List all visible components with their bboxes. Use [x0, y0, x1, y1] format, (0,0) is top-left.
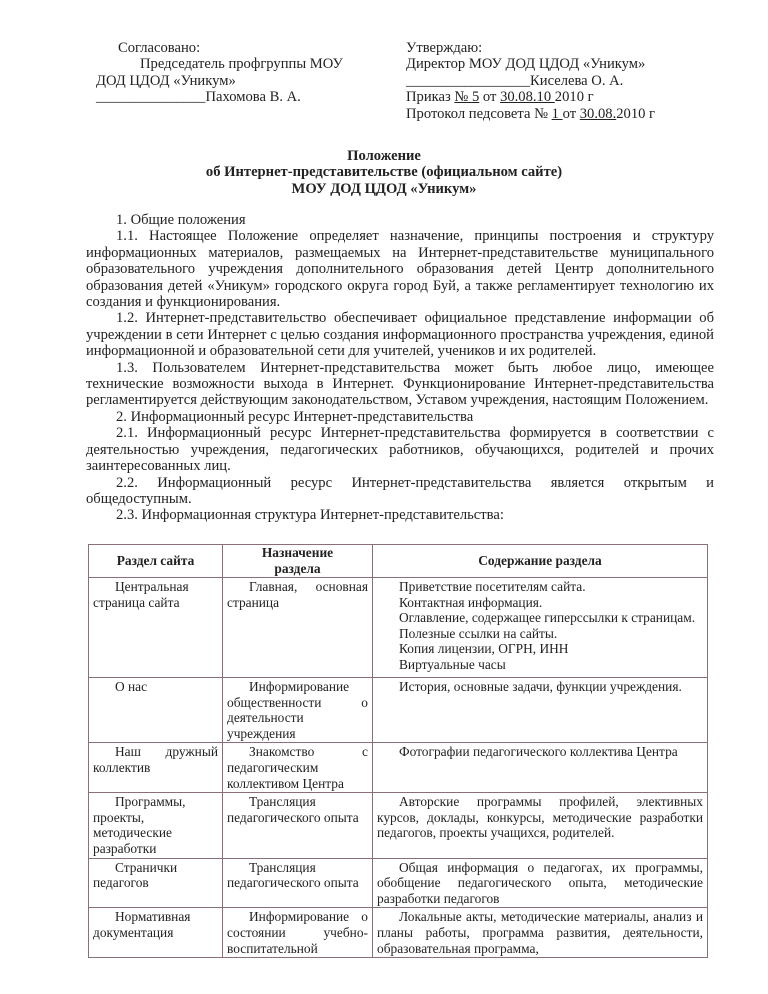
cell-text: Программы, проекты, методические разработки	[93, 794, 186, 856]
content-cell	[373, 578, 708, 678]
paragraph: 1.1. Настоящее Положение определяет назначение, принципы построения и структуру информационных материалов, размещаемых на Интернет-представительстве муниципального образовательного учреждения дополнительного образования детей Центр дополнительного образования детей «Уникум» городского округа город Буй, а также регламентирует технологию их создания и функционирования.	[86, 228, 714, 311]
purpose-cell	[223, 743, 373, 793]
cell-text: История, основные задачи, функции учреждения.	[399, 679, 682, 694]
table-row	[89, 678, 708, 743]
paragraph: 2. Информационный ресурс Интернет-представительства	[116, 408, 474, 425]
cell-text: Знакомство с педагогическим коллективом Центра	[227, 744, 368, 791]
cell-text: Оглавление, содержащее гиперссылки к страницам.	[399, 610, 696, 626]
site-structure-table	[88, 544, 708, 958]
chair-line: Председатель профгруппы МОУ	[140, 56, 343, 73]
cell-text: Нормативная документация	[93, 909, 191, 940]
paragraph: 1. Общие положения	[116, 212, 246, 228]
cell-text: Центральная страница сайта	[93, 579, 189, 610]
cell-text: Главная, основная страница	[227, 579, 368, 610]
cell-text: Полезные ссылки на сайты.	[399, 625, 558, 641]
approve-label: Утверждаю:	[406, 40, 483, 56]
purpose-cell	[223, 858, 373, 908]
title-line: об Интернет-представительстве (официальном сайте)	[205, 164, 563, 181]
paragraph: 1.3. Пользователем Интернет-представительства может быть любое лицо, имеющее технические возможности выхода в Интернет. Функционирование Интернет-представительства регламентируется действующим законодательством, Уставом учреждения, настоящим Положением.	[86, 359, 714, 409]
purpose-cell	[223, 678, 373, 743]
table-row	[89, 858, 708, 908]
protocol-date: 30.08.	[579, 105, 617, 122]
protocol-suffix: 2010 г	[616, 105, 656, 122]
cell-text: Общая информация о педагогах, их программы, обобщение педагогического опыта, методические разработки педагогов	[377, 859, 703, 906]
table-row	[89, 793, 708, 858]
cell-text: Фотографии педагогического коллектива Центра	[399, 744, 678, 760]
cell-text: Виртуальные часы	[399, 656, 506, 672]
cell-text: Информирование о состоянии учебно-воспитательной	[227, 909, 368, 956]
header-cell: Назначение раздела	[223, 545, 373, 578]
paragraph: 2.1. Информационный ресурс Интернет-представительства формируется в соответствии с деятельностью учреждения, педагогических работников, обучающихся, родителей и прочих заинтересованных лиц.	[86, 425, 714, 475]
content-cell	[373, 743, 708, 793]
paragraph: 1.2. Интернет-представительство обеспечивает официальное представление информации об учреждении в сети Интернет с целью создания информационного пространства учреждения, единой информационной и образовательной сети для учителей, учеников и их родителей.	[86, 310, 714, 360]
protocol-number: 1	[551, 105, 563, 122]
section-cell	[89, 793, 223, 858]
document-body	[86, 212, 714, 524]
title-line: Положение	[347, 148, 421, 164]
section-cell	[89, 743, 223, 793]
table-row	[89, 578, 708, 678]
protocol-mid: от	[562, 105, 580, 122]
content-cell	[373, 908, 708, 958]
section-cell	[89, 908, 223, 958]
content-cell	[373, 678, 708, 743]
cell-text: Странички педагогов	[93, 859, 178, 891]
cell-text: Локальные акты, методические материалы, анализ и планы работы, программа развития, деятельности, образовательная программа,	[377, 909, 703, 956]
approval-block-left	[96, 40, 358, 106]
header-cell: Раздел сайта	[89, 545, 223, 578]
cell-text: Наш дружный коллектив	[93, 744, 218, 775]
order-mid: от	[479, 89, 501, 106]
title-line: МОУ ДОД ЦДОД «Уникум»	[291, 180, 477, 197]
director-line: Директор МОУ ДОД ЦДОД «Уникум»	[406, 56, 646, 73]
cell-text: Копия лицензии, ОГРН, ИНН	[399, 641, 569, 657]
purpose-cell	[223, 908, 373, 958]
org-line: ДОД ЦДОД «Уникум»	[96, 72, 236, 89]
content-cell	[373, 858, 708, 908]
content-cell	[373, 793, 708, 858]
order-suffix: 2010 г	[554, 89, 594, 106]
protocol-line	[406, 106, 726, 122]
section-cell	[89, 858, 223, 908]
order-line	[406, 89, 726, 105]
document-title	[0, 148, 768, 197]
cell-text: Трансляция педагогического опыта	[227, 859, 359, 891]
table-header-row	[89, 545, 708, 578]
section-cell	[89, 678, 223, 743]
approval-block-right	[406, 40, 726, 122]
table-row	[89, 743, 708, 793]
signature-line: _________________Киселева О. А.	[406, 72, 624, 89]
table-row	[89, 908, 708, 958]
cell-text: О нас	[115, 679, 148, 694]
cell-text: Контактная информация.	[399, 594, 543, 610]
paragraph: 2.3. Информационная структура Интернет-представительства:	[116, 507, 504, 524]
protocol-prefix: Протокол педсовета №	[406, 105, 552, 122]
order-number: № 5	[454, 89, 480, 106]
order-prefix: Приказ	[406, 89, 455, 106]
header-cell: Содержание раздела	[373, 545, 708, 578]
purpose-cell	[223, 793, 373, 858]
purpose-cell	[223, 578, 373, 678]
section-cell	[89, 578, 223, 678]
cell-text: Авторские программы профилей, элективных курсов, доклады, конкурсы, методические разработки педагогов, проекты учащихся, родителей.	[377, 794, 703, 841]
order-date: 30.08.10	[500, 89, 555, 106]
agreed-label: Согласовано:	[118, 40, 201, 56]
paragraph: 2.2. Информационный ресурс Интернет-представительства является открытым и общедоступным.	[86, 474, 714, 507]
cell-text: Трансляция педагогического опыта	[227, 794, 359, 825]
signature-line: _______________Пахомова В. А.	[96, 89, 301, 106]
cell-text: Приветствие посетителям сайта.	[399, 579, 586, 594]
cell-text: Информирование общественности о деятельности учреждения	[227, 679, 368, 741]
